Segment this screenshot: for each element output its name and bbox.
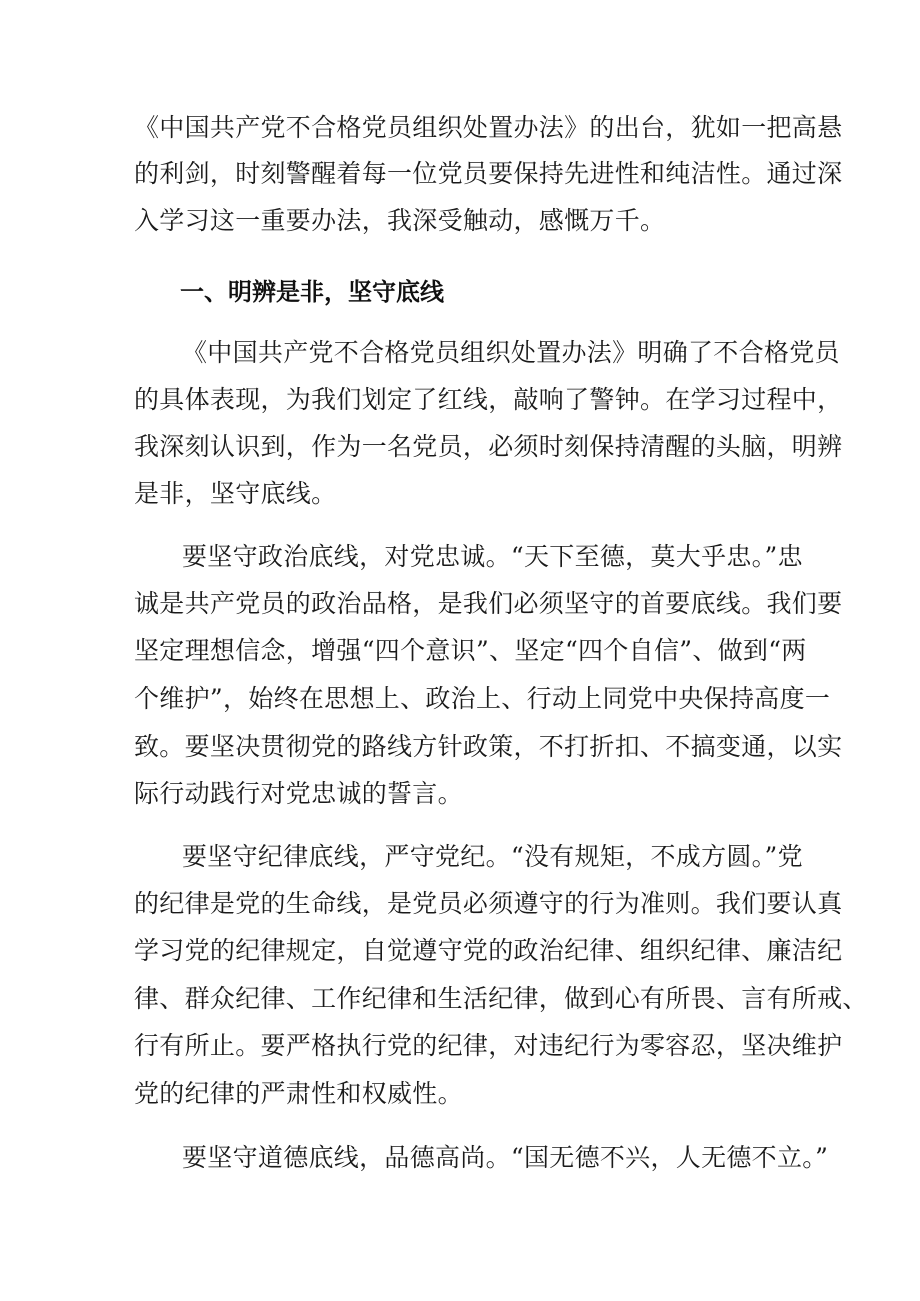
para4-line-1: 要坚守道德底线，品德高尚。“国无德不兴，人无德不立。” (182, 1143, 829, 1172)
intro-line-3: 入学习这一重要办法，我深受触动，感慨万千。 (134, 206, 666, 235)
intro-line-2: 的利剑，时刻警醒着每一位党员要保持先进性和纯洁性。通过深 (134, 159, 843, 188)
para3-line-4: 律、群众纪律、工作纪律和生活纪律，做到心有所畏、言有所戒、 (134, 984, 868, 1013)
para3-line-5: 行有所止。要严格执行党的纪律，对违纪行为零容忍，坚决维护 (134, 1031, 843, 1060)
para2-line-2: 诚是共产党员的政治品格，是我们必须坚守的首要底线。我们要 (134, 589, 843, 618)
para1-line-3: 我深刻认识到，作为一名党员，必须时刻保持清醒的头脑，明辨 (134, 432, 843, 461)
para3-line-6: 党的纪律的严肃性和权威性。 (134, 1079, 463, 1108)
para1-line-2: 的具体表现，为我们划定了红线，敲响了警钟。在学习过程中， (134, 385, 843, 414)
para3-line-2: 的纪律是党的生命线，是党员必须遵守的行为准则。我们要认真 (134, 889, 843, 918)
intro-line-1: 《中国共产党不合格党员组织处置办法》的出台，犹如一把高悬 (134, 113, 843, 142)
para2-line-5: 致。要坚决贯彻党的路线方针政策，不打折扣、不搞变通，以实 (134, 732, 843, 761)
section-heading: 一、明辨是非，坚守底线 (180, 278, 444, 306)
para3-line-3: 学习党的纪律规定，自觉遵守党的政治纪律、组织纪律、廉洁纪 (134, 936, 843, 965)
para3-line-1: 要坚守纪律底线，严守党纪。“没有规矩，不成方圆。”党 (182, 842, 803, 871)
para2-line-4: 个维护”，始终在思想上、政治上、行动上同党中央保持高度一 (134, 684, 831, 713)
para2-line-1: 要坚守政治底线，对党忠诚。“天下至德，莫大乎忠。”忠 (182, 542, 803, 571)
para2-line-3: 坚定理想信念，增强“四个意识”、坚定“四个自信”、做到“两 (134, 636, 807, 665)
para2-line-6: 际行动践行对党忠诚的誓言。 (134, 779, 463, 808)
para1-line-1: 《中国共产党不合格党员组织处置办法》明确了不合格党员 (182, 338, 840, 367)
para1-line-4: 是非，坚守底线。 (134, 479, 337, 508)
